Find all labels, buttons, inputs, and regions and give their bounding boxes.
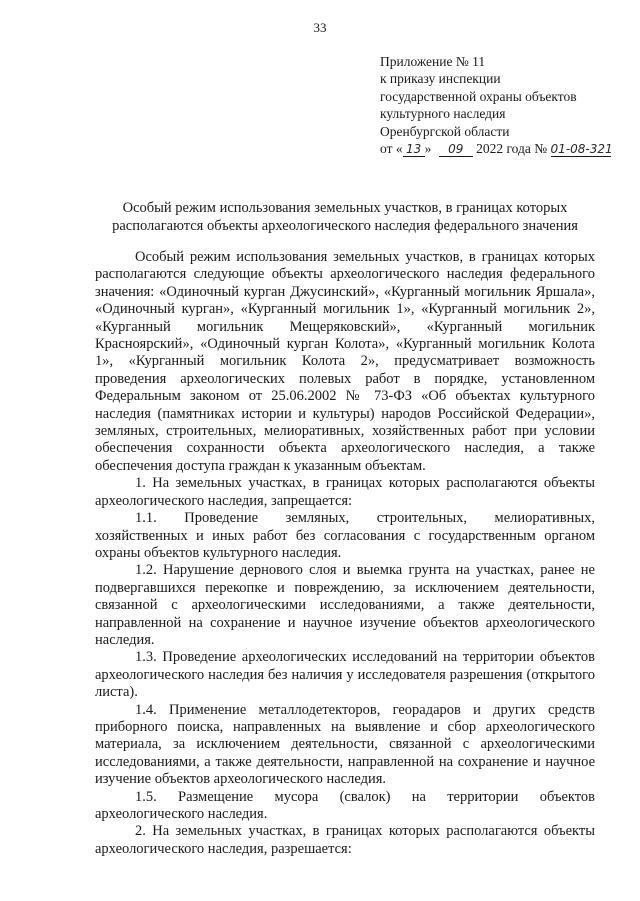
date-mid: » <box>424 141 432 157</box>
annex-title: Приложение № 11 <box>380 54 486 69</box>
clause-1-1: 1.1. Проведение земляных, строительных, мелиоративных, хозяйственных и иных работ без согласования с государственным органом охраны объектов культурного наследия. <box>95 510 595 561</box>
clause-1: 1. На земельных участках, в границах которых располагаются объекты археологического наследия, запрещается: <box>95 475 595 509</box>
intro-paragraph: Особый режим использования земельных участков, в границах которых располагаются следующие объекты археологического наследия федерального значения: «Одиночный курган Джусинский», «Курганный могильник Яршала», «Одиночный курган», «Курганный могильник 1», «Курганный могильник 2», «Курганный могильник Мещеряковский», «Курганный могильник Красноярский», «Одиночный курган Колота», «Курганный могильник Колота 1», «Курганный могильник Колота 2», предусматривает возможность проведения археологических полевых работ в порядке, установленном Федеральным законом от 25.06.2002 № 73-ФЗ «Об объектах культурного наследия (памятниках истории и культуры) народов Российской Федерации», земляных, строительных, мелиоративных, хозяйственных работ при условии обеспечения сохранности объекта археологического наследия, а также обеспечения доступа граждан к указанным объектам. <box>95 249 595 474</box>
clause-1-3: 1.3. Проведение археологических исследований на территории объектов археологического наследия без наличия у исследователя разрешения (открытого листа). <box>95 649 595 701</box>
clause-1-5: 1.5. Размещение мусора (свалок) на территории объектов археологического наследия. <box>95 788 595 822</box>
date-prefix: от « <box>380 141 403 157</box>
document-title: Особый режим использования земельных участков, в границах которых располагаются объекты археологического наследия федерального значения <box>112 200 578 234</box>
date-year-text: 2022 года № <box>476 141 548 157</box>
annex-line: Оренбургской области <box>380 123 510 139</box>
clause-2: 2. На земельных участках, в границах которых располагаются объекты археологического наследия, разрешается: <box>95 823 595 857</box>
date-month-handwritten: 09 <box>439 142 473 157</box>
annex-line: к приказу инспекции <box>380 71 501 87</box>
annex-line: культурного наследия <box>380 106 506 122</box>
annex-date-line <box>380 140 630 157</box>
annex-block <box>380 53 630 157</box>
order-number-handwritten: 01-08-321 <box>550 142 613 157</box>
clause-1-4: 1.4. Применение металлодетекторов, георадаров и других средств приборного поиска, направленных на выявление и сбор археологического материала, за исключением деятельности, связанной с археологическими исследованиями, а также деятельности, направленной на сохранение и научное изучение объектов археологического наследия. <box>95 701 595 788</box>
date-day-handwritten: 13 <box>403 142 425 157</box>
document-body <box>95 249 595 858</box>
clause-1-2: 1.2. Нарушение дернового слоя и выемка грунта на участках, ранее не подвергавшихся перекопке и повреждению, за исключением деятельности, связанной с археологическими исследованиями, а также деятельности, направленной на сохранение и научное изучение объектов археологического наследия. <box>95 562 595 648</box>
page-number: 33 <box>313 20 327 35</box>
annex-line: государственной охраны объектов <box>380 88 577 104</box>
